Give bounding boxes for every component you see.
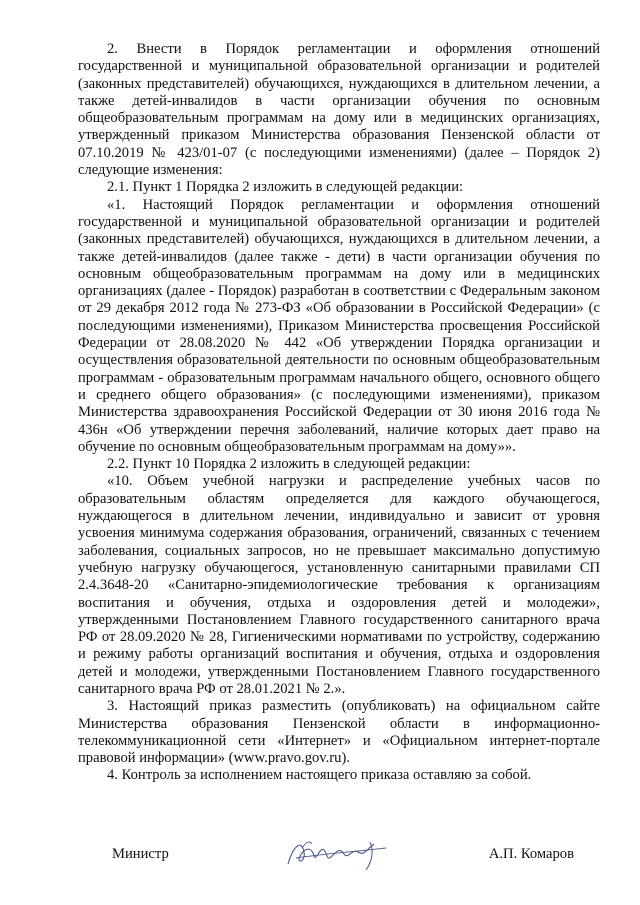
paragraph-quote-10: «10. Объем учебной нагрузки и распределение учебных часов по образовательным областям определяется для каждого обучающегося, нуждающегося в длительном лечении, индивидуально и зависит от уровня усвоения минимума содержания образования, ограничений, связанных с течением заболевания, социальных запросов, но не превышает максимально допустимую учебную нагрузку обучающегося, установленную санитарными правилами СП 2.4.3648-20 «Санитарно-эпидемиологические требования к организациям воспитания и обучения, отдыха и оздоровления детей и молодежи», утвержденными Постановлением Главного государственного санитарного врача РФ от 28.09.2020 № 28, Гигиеническими нормативами по устройству, содержанию и режиму работы организаций воспитания и обучения, отдыха и оздоровления детей и молодежи, утвержденными Постановлением Главного государственного санитарного врача РФ от 28.01.2021 № 2.». [78, 473, 600, 697]
signatory-name: А.П. Комаров [488, 846, 574, 862]
paragraph-item-2: 2. Внести в Порядок регламентации и оформления отношений государственной и муниципальной образовательной организации и родителей (законных представителей) обучающихся, нуждающихся в длительном лечении, а также детей-инвалидов в части организации обучения по основным общеобразовательным программам на дому или в медицинских организациях, утвержденный приказом Министерства образования Пензенской области от 07.10.2019 № 423/01-07 (с последующими изменениями) (далее – Порядок 2) следующие изменения: [78, 41, 600, 179]
document-body [78, 41, 600, 785]
signature-block [112, 846, 574, 870]
paragraph-item-4: 4. Контроль за исполнением настоящего приказа оставляю за собой. [107, 767, 532, 784]
paragraph-item-3: 3. Настоящий приказ разместить (опубликовать) на официальном сайте Министерства образования Пензенской области в информационно-телекоммуникационной сети «Интернет» и «Официальном интернет-портале правовой информации» (www.pravo.gov.ru). [78, 698, 600, 767]
paragraph-quote-1: «1. Настоящий Порядок регламентации и оформления отношений государственной и муниципальной образовательной организации и родителей (законных представителей) обучающихся, нуждающихся в длительном лечении, а также детей-инвалидов (далее также - дети) в части организации обучения по основным общеобразовательным программам на дому или в медицинских организациях (далее - Порядок) разработан в соответствии с Федеральным законом от 29 декабря 2012 года № 273-ФЗ «Об образовании в Российской Федерации» (с последующими изменениями), Приказом Министерства просвещения Российской Федерации от 28.08.2020 № 442 «Об утверждении Порядка организации и осуществления образовательной деятельности по основным общеобразовательным программам - образовательным программам начального общего, основного общего и среднего общего образования» (с последующими изменениями), приказом Министерства здравоохранения Российской Федерации от 30 июня 2016 года № 436н «Об утверждении перечня заболеваний, наличие которых дает право на обучение по основным общеобразовательным программам на дому»». [78, 196, 600, 455]
signatory-title: Министр [112, 846, 169, 862]
paragraph-item-2-2: 2.2. Пункт 10 Порядка 2 изложить в следующей редакции: [107, 456, 471, 473]
paragraph-item-2-1: 2.1. Пункт 1 Порядка 2 изложить в следующей редакции: [107, 179, 464, 196]
handwritten-signature [282, 834, 392, 874]
